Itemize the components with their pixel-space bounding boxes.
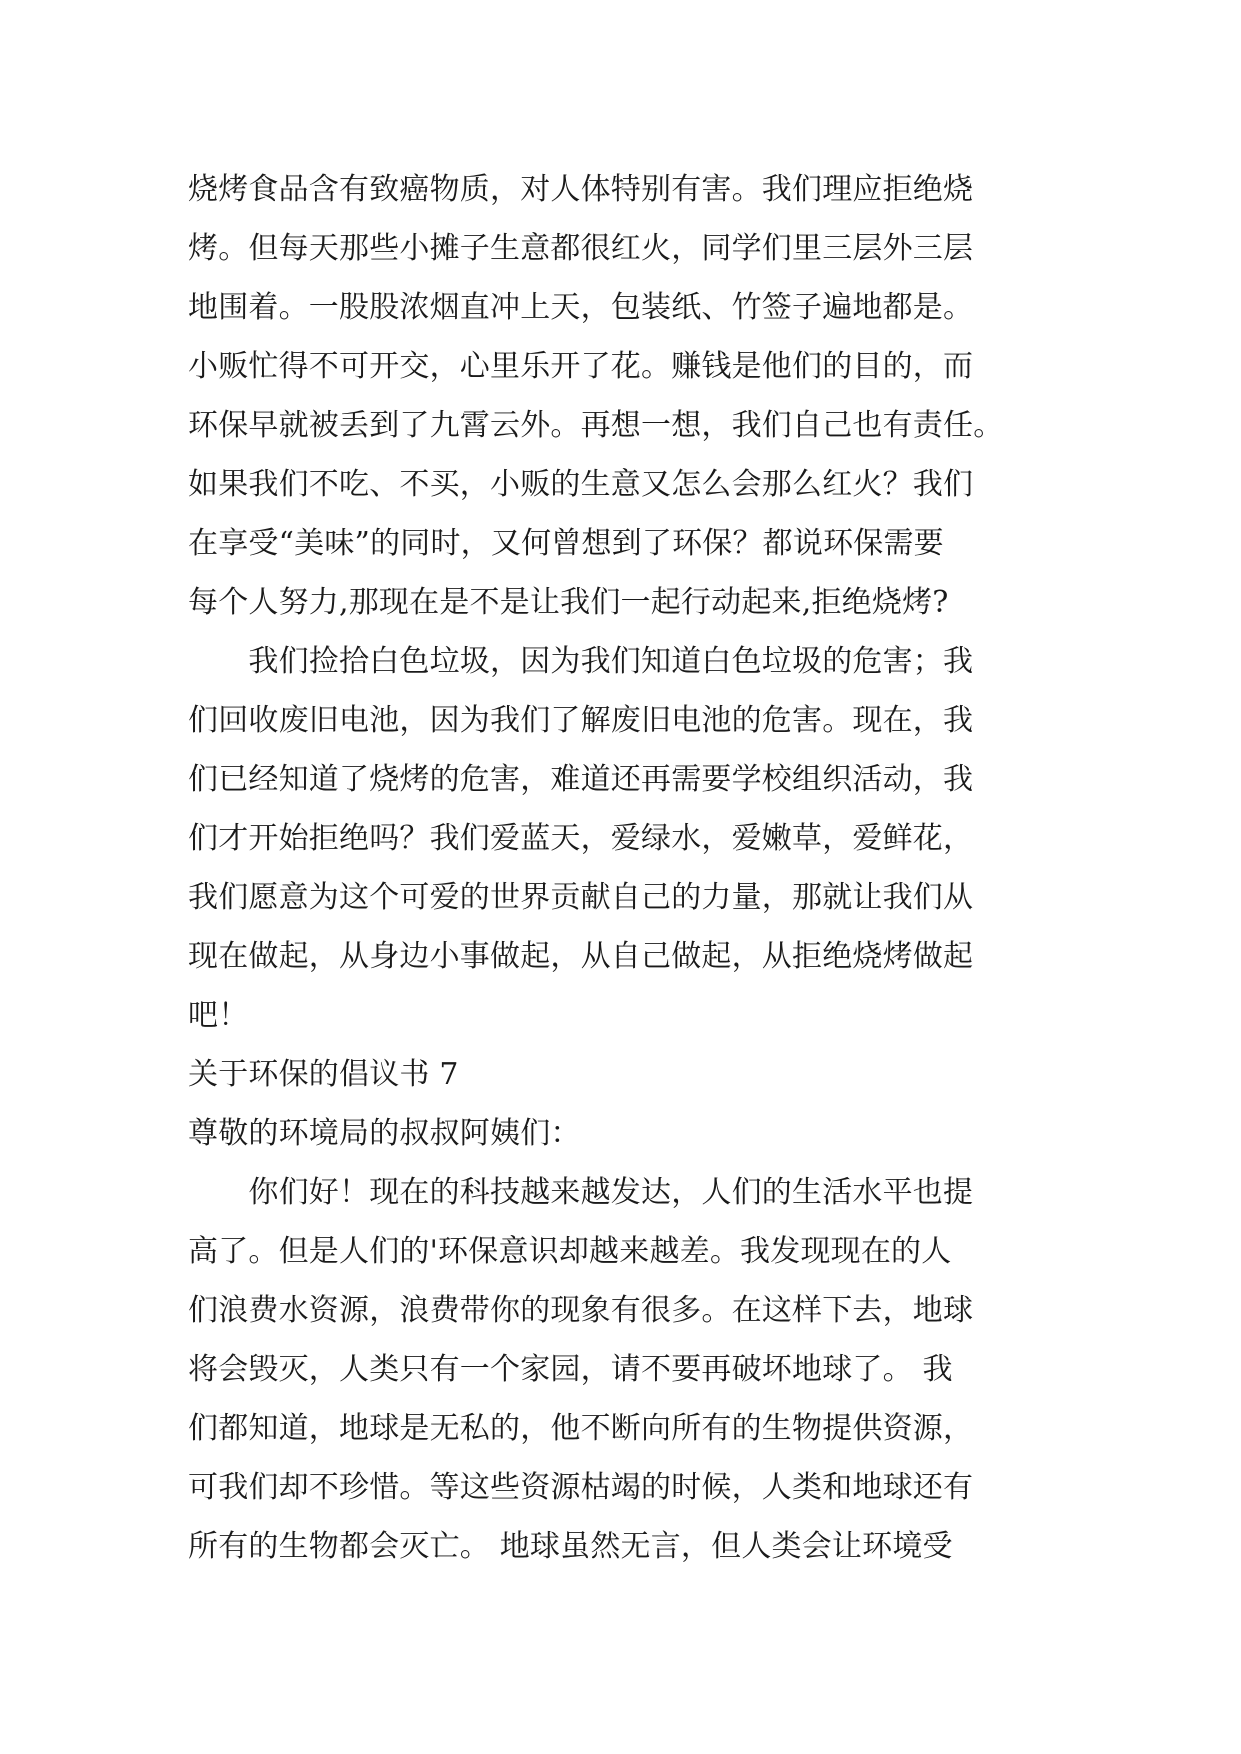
text-line: 可我们却不珍惜。等这些资源枯竭的时候，人类和地球还有 [188,1470,974,1505]
text-line: 所有的生物都会灭亡。 地球虽然无言，但人类会让环境受 [188,1529,953,1564]
text-line: 你们好！现在的科技越来越发达，人们的生活水平也提 [188,1175,974,1210]
text-line: 现在做起，从身边小事做起，从自己做起，从拒绝烧烤做起 [188,939,974,974]
text-line: 们才开始拒绝吗？我们爱蓝天，爱绿水，爱嫩草，爱鲜花， [188,821,974,856]
text-line: 高了。但是人们的'环保意识却越来越差。我发现现在的人 [188,1234,952,1269]
salutation: 尊敬的环境局的叔叔阿姨们： [188,1116,581,1151]
text-line: 们已经知道了烧烤的危害，难道还再需要学校组织活动，我 [188,762,974,797]
section-heading: 关于环保的倡议书 7 [188,1057,459,1092]
text-line: 每个人努力,那现在是不是让我们一起行动起来,拒绝烧烤? [188,585,949,620]
text-line: 将会毁灭，人类只有一个家园，请不要再破坏地球了。 我 [188,1352,953,1387]
text-line: 在享受“美味”的同时，又何曾想到了环保？都说环保需要 [188,526,944,561]
text-line: 如果我们不吃、不买，小贩的生意又怎么会那么红火？我们 [188,467,974,502]
text-line: 吧！ [188,998,249,1033]
text-line: 烧烤食品含有致癌物质，对人体特别有害。我们理应拒绝烧 [188,172,974,207]
text-line: 们回收废旧电池，因为我们了解废旧电池的危害。现在，我 [188,703,974,738]
text-line: 我们愿意为这个可爱的世界贡献自己的力量，那就让我们从 [188,880,974,915]
document-body [188,160,1058,1576]
text-line: 小贩忙得不可开交，心里乐开了花。赚钱是他们的目的，而 [188,349,974,384]
text-line: 们浪费水资源，浪费带你的现象有很多。在这样下去，地球 [188,1293,974,1328]
text-line: 环保早就被丢到了九霄云外。再想一想，我们自己也有责任。 [188,408,1004,443]
text-line: 们都知道，地球是无私的，他不断向所有的生物提供资源， [188,1411,974,1446]
text-line: 烤。但每天那些小摊子生意都很红火，同学们里三层外三层 [188,231,974,266]
text-line: 我们捡拾白色垃圾，因为我们知道白色垃圾的危害；我 [188,644,974,679]
text-line: 地围着。一股股浓烟直冲上天，包装纸、竹签子遍地都是。 [188,290,974,325]
